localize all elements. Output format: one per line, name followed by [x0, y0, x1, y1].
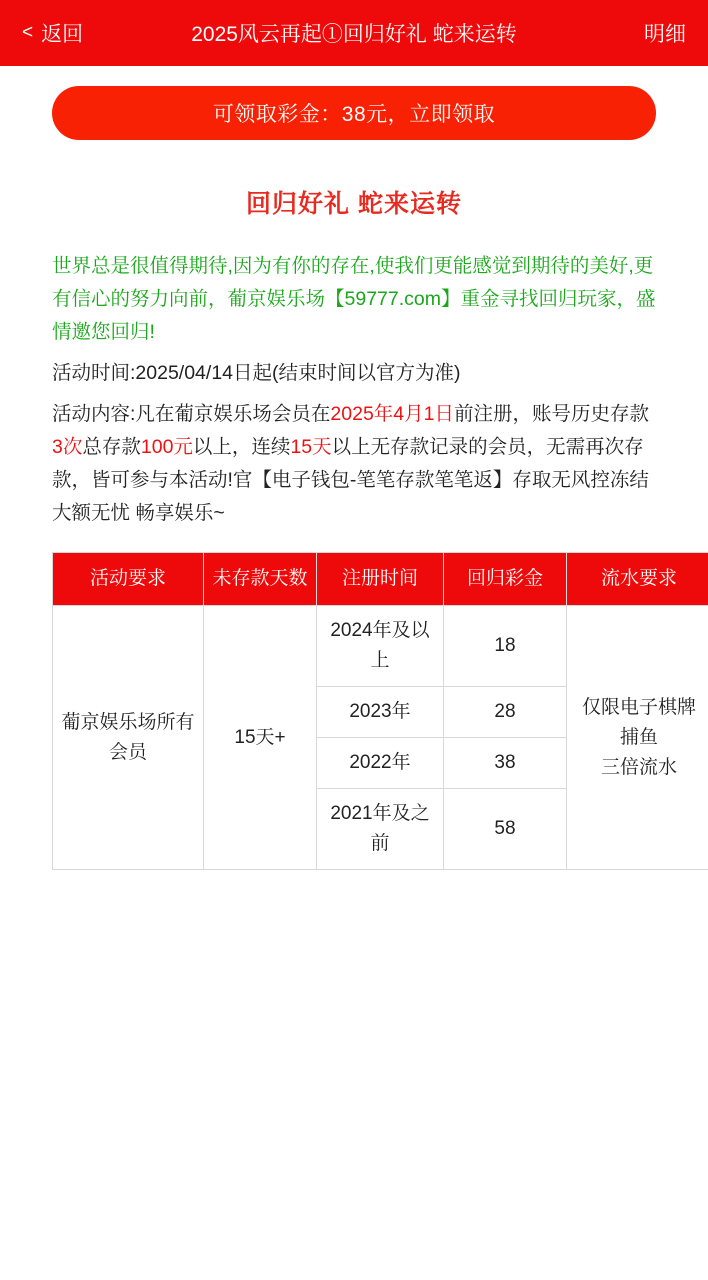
cell-days: 15天+	[204, 606, 317, 870]
cell-wager	[567, 606, 708, 870]
cell-wager-line1: 仅限电子棋牌	[581, 696, 696, 718]
promo-content-r1: 2025年4月1日	[330, 403, 454, 425]
cell-bonus: 18	[444, 606, 567, 687]
table-header-bonus: 回归彩金	[444, 553, 567, 606]
cell-register-time: 2024年及以上	[317, 606, 444, 687]
table-header-register-time: 注册时间	[317, 553, 444, 606]
table-header-row	[53, 553, 708, 606]
cell-requirement: 葡京娱乐场所有会员	[53, 606, 204, 870]
cell-bonus: 28	[444, 687, 567, 738]
claim-bonus-button[interactable]: 可领取彩金：38元，立即领取	[52, 86, 656, 140]
cell-bonus: 38	[444, 738, 567, 789]
cell-bonus: 58	[444, 789, 567, 870]
back-button[interactable]	[22, 18, 83, 48]
promo-content-p4: 以上，连续	[192, 436, 291, 458]
promo-table	[52, 552, 708, 870]
table-header-wager: 流水要求	[567, 553, 708, 606]
cell-wager-line2: 捕鱼	[619, 726, 658, 748]
promo-content-p5: 以上无存款记录的会员，无需再次存款，皆可参与本活动!官【电子钱包-笔笔存款笔笔返】存取无风控冻结大额无忧 畅享娱乐~	[52, 436, 649, 524]
chevron-left-icon: <	[22, 22, 34, 43]
table-header-requirement: 活动要求	[53, 553, 204, 606]
promo-content-r4: 15天	[290, 436, 332, 458]
cell-register-time: 2023年	[317, 687, 444, 738]
promo-content-p1: 活动内容:凡在葡京娱乐场会员在	[52, 403, 331, 425]
promo-content-p2: 前注册，账号历史存款	[454, 403, 650, 425]
promo-content-p3: 总存款	[82, 436, 141, 458]
promo-content-r3: 100元	[140, 436, 193, 458]
cell-wager-line3: 三倍流水	[600, 756, 677, 778]
cell-register-time: 2021年及之前	[317, 789, 444, 870]
cell-register-time: 2022年	[317, 738, 444, 789]
detail-link[interactable]: 明细	[644, 23, 686, 46]
back-label: 返回	[41, 23, 84, 46]
promo-title: 回归好礼 蛇来运转	[246, 190, 462, 218]
promo-intro: 世界总是很值得期待,因为有你的存在,使我们更能感觉到期待的美好,更有信心的努力向前，葡京娱乐场【59777.com】重金寻找回归玩家，盛情邀您回归!	[52, 255, 656, 343]
app-header	[0, 0, 708, 66]
page-title: 2025风云再起①回归好礼 蛇来运转	[191, 23, 517, 46]
promo-time: 活动时间:2025/04/14日起(结束时间以官方为准)	[52, 362, 461, 384]
page-content	[0, 86, 708, 870]
promo-content	[52, 398, 656, 530]
table-row	[53, 606, 708, 687]
promo-content-r2: 3次	[52, 436, 83, 458]
table-header-days: 未存款天数	[204, 553, 317, 606]
